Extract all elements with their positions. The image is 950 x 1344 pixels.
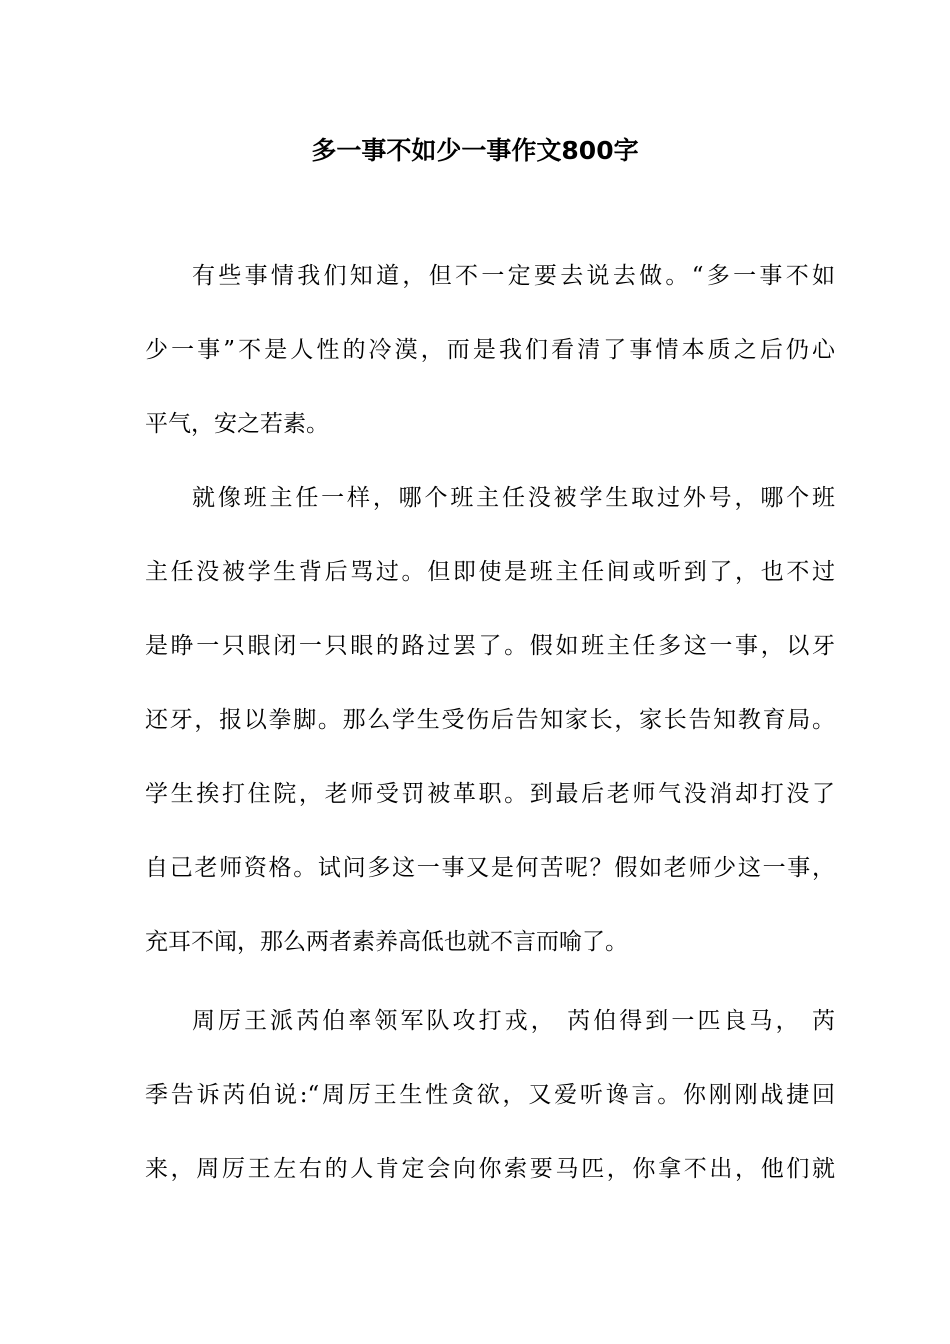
paragraph-2-line-6: 自己老师资格。试问多这一事又是何苦呢？假如老师少这一事， bbox=[145, 855, 835, 881]
paragraph-2-line-1: 就像班主任一样，哪个班主任没被学生取过外号，哪个班 bbox=[192, 485, 835, 511]
paragraph-3-line-1: 周厉王派芮伯率领军队攻打戎， 芮伯得到一匹良马， 芮 bbox=[192, 1008, 835, 1034]
paragraph-3-line-2: 季告诉芮伯说:“周厉王生性贪欲，又爱听谗言。你刚刚战捷回 bbox=[145, 1082, 835, 1108]
paragraph-3-line-3: 来，周厉王左右的人肯定会向你索要马匹，你拿不出，他们就 bbox=[145, 1156, 835, 1182]
paragraph-2-line-7: 充耳不闻，那么两者素养高低也就不言而喻了。 bbox=[145, 929, 628, 955]
paragraph-1-line-1: 有些事情我们知道，但不一定要去说去做。“多一事不如 bbox=[192, 263, 835, 289]
paragraph-2-line-5: 学生挨打住院，老师受罚被革职。到最后老师气没消却打没了 bbox=[145, 781, 835, 807]
paragraph-2-line-4: 还牙，报以拳脚。那么学生受伤后告知家长，家长告知教育局。 bbox=[145, 707, 835, 733]
paragraph-2-line-2: 主任没被学生背后骂过。但即使是班主任间或听到了，也不过 bbox=[145, 559, 835, 585]
paragraph-2-line-3: 是睁一只眼闭一只眼的路过罢了。假如班主任多这一事，以牙 bbox=[145, 633, 835, 659]
paragraph-1-line-3: 平气，安之若素。 bbox=[145, 411, 329, 437]
paragraph-1-line-2: 少一事”不是人性的冷漠，而是我们看清了事情本质之后仍心 bbox=[145, 337, 835, 363]
document-title: 多一事不如少一事作文800字 bbox=[311, 136, 639, 165]
